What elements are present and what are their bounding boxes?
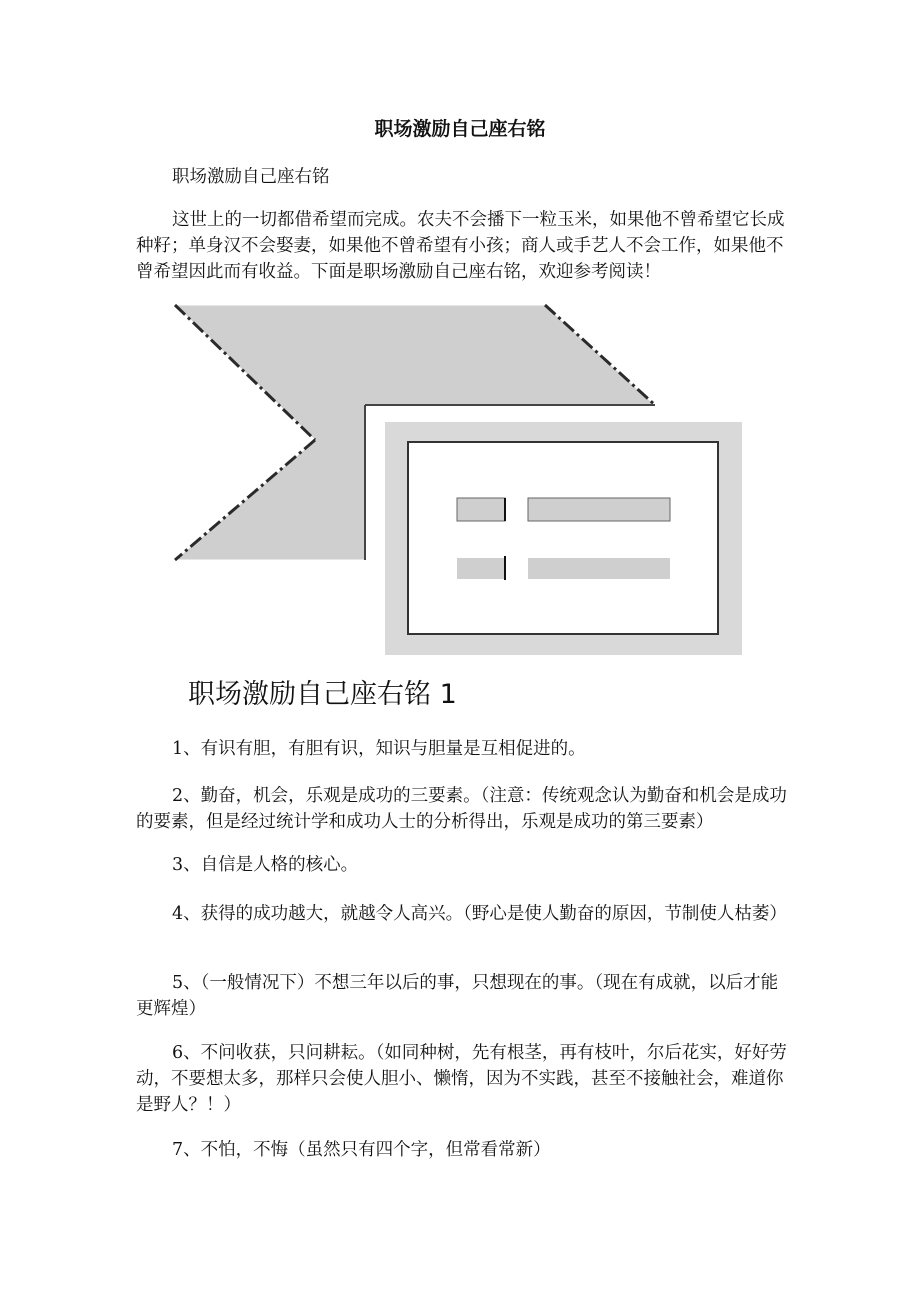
list-item-4: 4、获得的成功越大，就越令人高兴。（野心是使人勤奋的原因，节制使人枯萎） [172,904,787,924]
card-inner [408,442,718,634]
document-subtitle: 职场激励自己座右铭 [172,167,330,187]
card-row-1-line [528,498,670,521]
document-title: 职场激励自己座右铭 [374,118,546,140]
list-item-5: 5、（一般情况下）不想三年以后的事，只想现在的事。（现在有成就，以后才能更辉煌） [136,973,779,1019]
list-item-2: 2、勤奋，机会，乐观是成功的三要素。（注意：传统观念认为勤奋和机会是成功的要素，但是经过统计学和成功人士的分析得出，乐观是成功的第三要素） [136,786,787,832]
card-row-2-bullet [457,558,505,579]
card-row-2-line [528,558,670,579]
list-item-1: 1、有识有胆，有胆有识，知识与胆量是互相促进的。 [172,739,586,759]
list-item-3: 3、自信是人格的核心。 [172,855,359,875]
intro-paragraph: 这世上的一切都借希望而完成。农夫不会播下一粒玉米，如果他不曾希望它长成种籽；单身汉不会娶妻，如果他不曾希望有小孩；商人或手艺人不会工作，如果他不曾希望因此而有收益。下面是职场激励自己座右铭，欢迎参考阅读！ [136,210,785,282]
card-row-1-bullet [457,498,505,521]
list-item-7: 7、不怕，不悔（虽然只有四个字，但常看常新） [172,1140,551,1160]
list-item-6: 6、不问收获，只问耕耘。（如同种树，先有根茎，再有枝叶，尔后花实，好好劳动，不要想太多，那样只会使人胆小、懒惰，因为不实践，甚至不接触社会，难道你是野人？！） [136,1043,787,1115]
flag-and-card-illustration [170,300,745,660]
section-heading: 职场激励自己座右铭 1 [188,679,457,710]
